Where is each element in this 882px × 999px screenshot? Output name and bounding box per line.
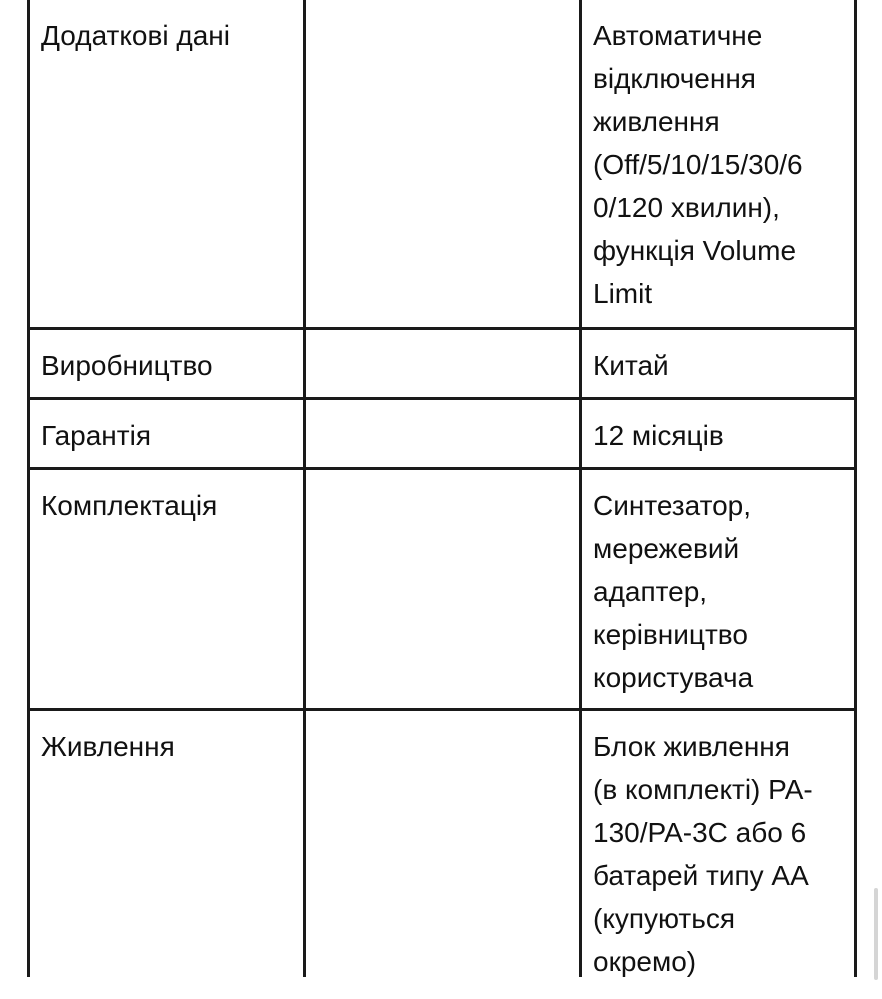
- table-row: [29, 710, 856, 999]
- table-row: [29, 399, 856, 469]
- row-value: Автоматичне відключення живлення (Off/5/10/15/30/6 0/120 хвилин), функція Volume Limit: [581, 0, 856, 329]
- scrollbar[interactable]: [874, 888, 878, 980]
- row-label: Живлення: [29, 710, 305, 999]
- table-row: [29, 329, 856, 399]
- row-middle-cell: [305, 469, 581, 710]
- row-label: Додаткові дані: [29, 0, 305, 329]
- page-bottom-edge: [0, 977, 882, 999]
- row-value: 12 місяців: [581, 399, 856, 469]
- table-row: [29, 0, 856, 329]
- row-label: Гарантія: [29, 399, 305, 469]
- row-value: Китай: [581, 329, 856, 399]
- row-middle-cell: [305, 0, 581, 329]
- spec-table: [27, 0, 857, 999]
- row-middle-cell: [305, 710, 581, 999]
- row-middle-cell: [305, 329, 581, 399]
- row-label: Виробництво: [29, 329, 305, 399]
- row-value: Блок живлення (в комплекті) PA- 130/PA-3C або 6 батарей типу AA (купуються окремо): [581, 710, 856, 999]
- row-value: Синтезатор, мережевий адаптер, керівництво користувача: [581, 469, 856, 710]
- table-row: [29, 469, 856, 710]
- row-label: Комплектація: [29, 469, 305, 710]
- row-middle-cell: [305, 399, 581, 469]
